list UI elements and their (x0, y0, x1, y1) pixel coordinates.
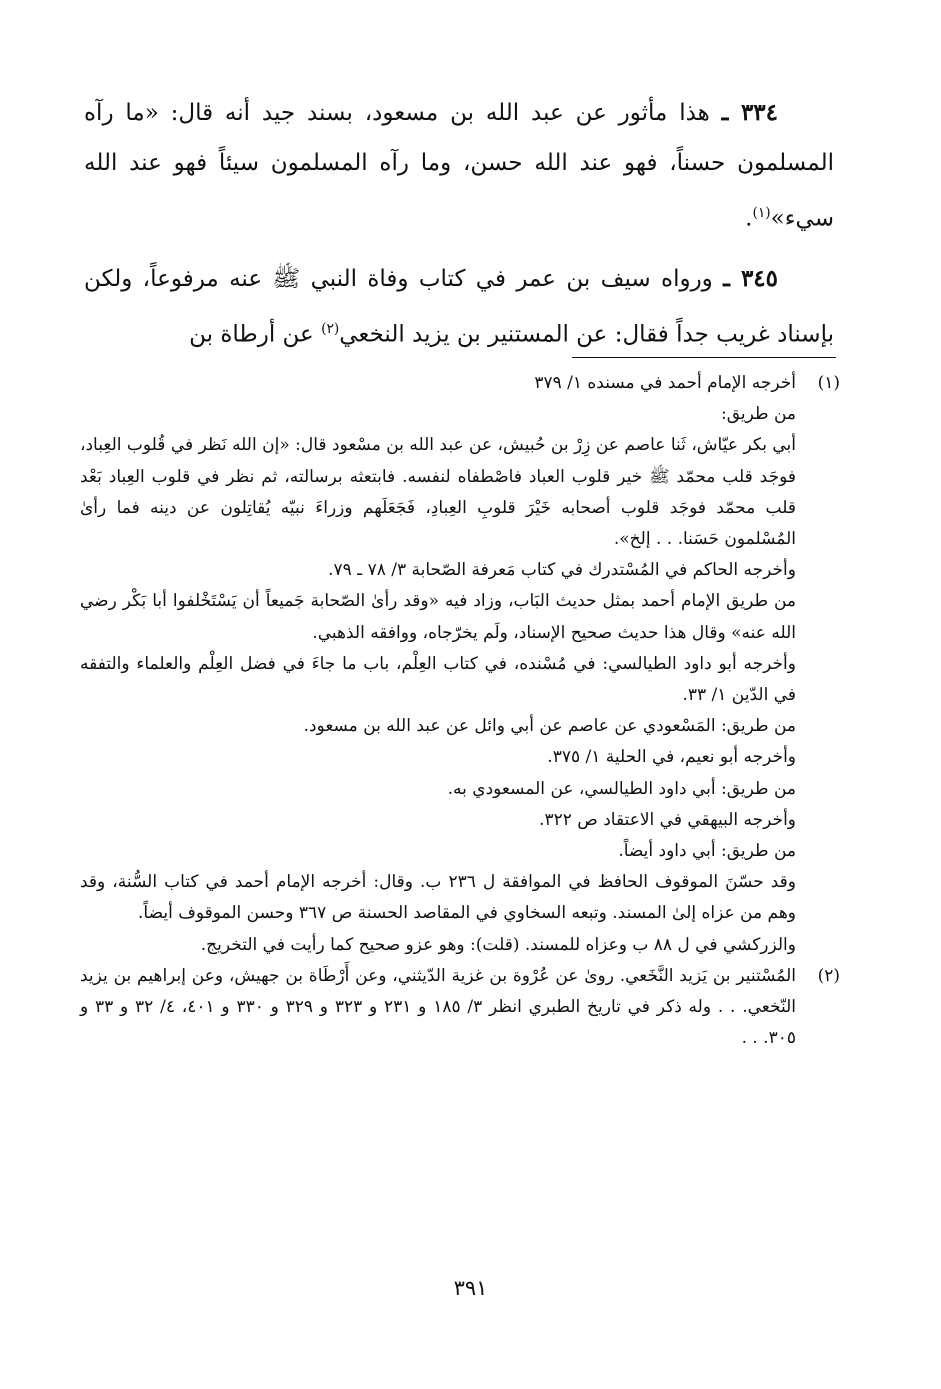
footnote-line: أبي بكر عيّاش، ثَنا عاصم عن زِرْ بن حُبيش، عن عبد الله بن مسْعود قال: «إن الله نَظر في قُلوب العِباد، فوجَد قلب محمّد ﷺ خير قلوب العباد فاصْطفاه لنفسه. فابتعثه برسالته، ثم نظر في قلوب العِباد بَعْد قلب محمّد فوجَد قلوب أصحابه خَيْرَ قلوبِ العِبادِ، فَجَعَلَهم وزراءَ نبيّه يُقاتِلون عن دينه فما رأىٰ المُسْلمون حَسَنا. . . إلخ». (80, 435, 796, 550)
footnote-line: وأخرجه أبو داود الطيالسي: في مُسْنده، في كتاب العِلْم، باب ما جاءَ في فضل العِلْم والعلماء والتفقه في الدّين ١/ ٣٣. (80, 653, 796, 706)
paragraph-345 (84, 254, 834, 360)
footnote-ref: (٢) (321, 320, 340, 337)
footnote-line: وأخرجه الحاكم في المُسْتدرك في كتاب مَعرفة الصّحابة ٣/ ٧٨ ـ ٧٩. (328, 560, 796, 581)
footnote-line: وقد حسّنَ الموقوف الحافظ في الموافقة ل ٢٣٦ ب. وقال: أخرجه الإمام أحمد في كتاب السُّنة، وقد وهم من عزاه إلىٰ المسند. وتبعه السخاوي في المقاصد الحسنة ص ٣٦٧ وحسن الموقوف أيضاً. (80, 872, 796, 924)
main-text (84, 88, 834, 369)
footnote-marker: (٢) (817, 965, 840, 986)
paragraph-number: ٣٣٤ ـ (721, 99, 778, 126)
paragraph-tail: عن أرطاة بن (189, 321, 322, 348)
footnote-marker: (١) (817, 373, 840, 393)
footnote-line: من طريق: أبي داود الطيالسي، عن المسعودي به. (447, 778, 796, 799)
paragraph-tail: . (745, 205, 753, 232)
footnote-body (80, 368, 796, 961)
footnote-line: والزركشي في ل ٨٨ ب وعزاه للمسند. (قلت): وهو عزو صحيح كما رأيت في التخريج. (200, 934, 796, 955)
paragraph-text: هذا مأثور عن عبد الله بن مسعود، بسند جيد أنه قال: «ما رآه المسلمون حسناً، فهو عند الله حسن، وما رآه المسلمون سيئاً فهو عند الله سيء» (84, 100, 834, 232)
footnote-2 (80, 961, 840, 1055)
footnote-ref: (١) (752, 205, 771, 221)
footnote-1 (80, 368, 840, 961)
paragraph-text: ورواه سيف بن عمر في كتاب وفاة النبي ﷺ عنه مرفوعاً، ولكن بإسناد غريب جداً فقال: عن المستنير بن يزيد النخعي (84, 265, 834, 348)
page-number: ٣٩١ (453, 1276, 488, 1300)
footnotes (80, 368, 840, 1054)
footnote-line: من طريق الإمام أحمد بمثل حديث البَاب، وزاد فيه «وقد رأىٰ الصّحابة جَميعاً أن يَسْتَخْلفوا أبا بَكْر رضي الله عنه» وقال هذا حديث صحيح الإسناد، ولَم يخرّجاه، ووافقه الذهبي. (80, 591, 796, 643)
footnote-line: من طريق: أبي داود أيضاً. (618, 841, 796, 862)
footnote-divider (572, 357, 836, 358)
footnote-line: من طريق: المَسْعودي عن عاصم عن أبي وائل عن عبد الله بن مسعود. (303, 716, 796, 737)
footnote-body (80, 961, 796, 1055)
footnote-line: وأخرجه البيهقي في الاعتقاد ص ٣٢٢. (539, 809, 796, 830)
footnote-line: وأخرجه أبو نعيم، في الحلية ١/ ٣٧٥. (547, 747, 796, 768)
footnote-line: من طريق: (721, 404, 796, 425)
paragraph-334 (84, 88, 834, 244)
footnote-line: المُسْتنير بن يَزيد النَّخَعي. روىٰ عن عُرْوة بن غزية الدّيثني، وعن أَرْطَاة بن جهيش، وعن إبراهيم بن يزيد النّخعي. . . وله ذكر في تاريخ الطبري انظر ٣/ ١٨٥ و ٢٣١ و ٣٢٣ و ٣٢٩ و ٣٣٠ و ٤٠١، ٤/ ٣٢ و ٣٣ و ٣٠٥. . . (80, 965, 796, 1049)
footnote-line: أخرجه الإمام أحمد في مسنده ١/ ٣٧٩ (534, 373, 796, 393)
paragraph-number: ٣٤٥ ـ (723, 264, 779, 292)
